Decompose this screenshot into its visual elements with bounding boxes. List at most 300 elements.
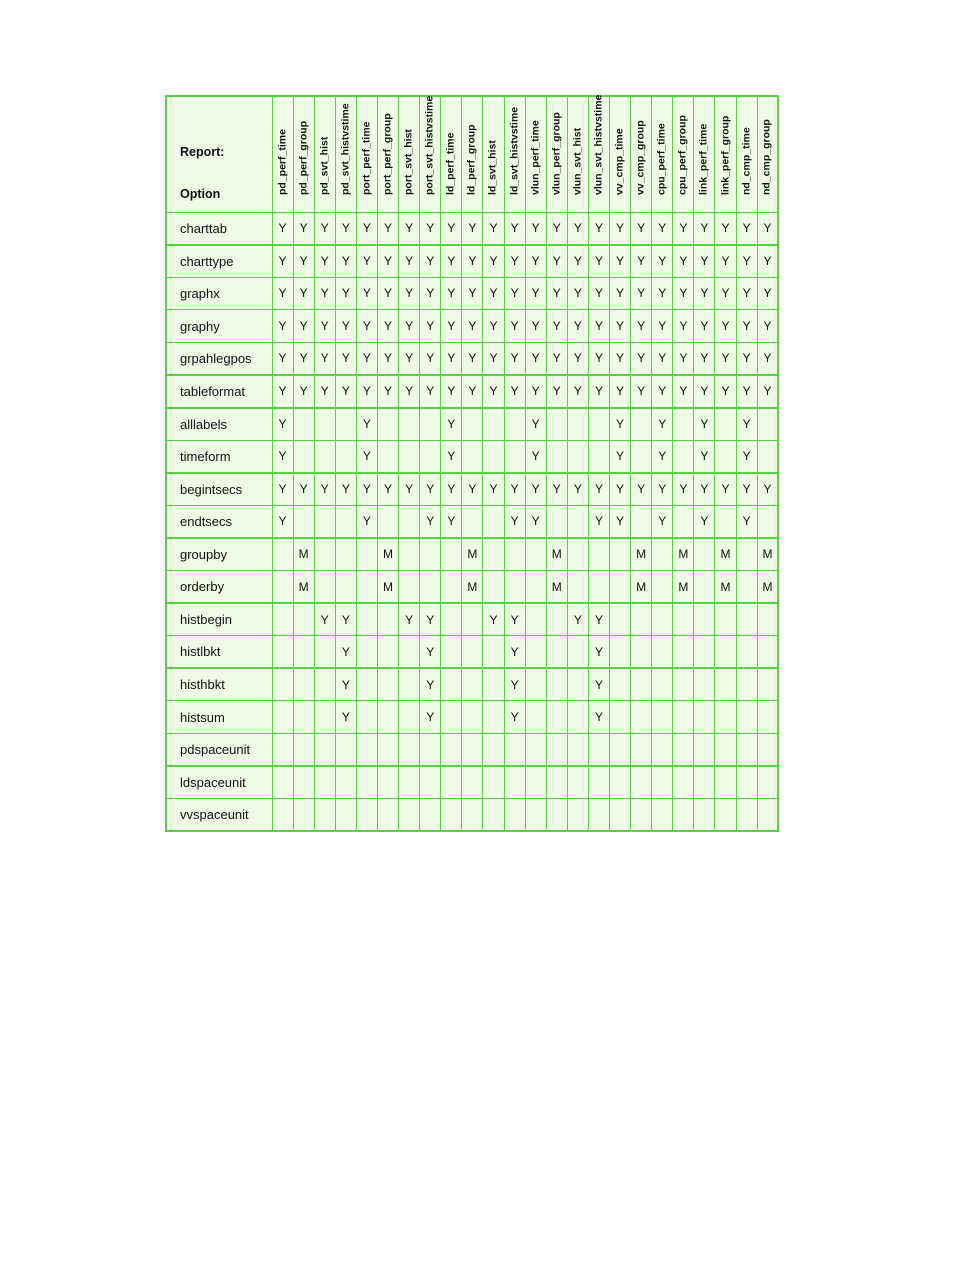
table-cell: Y xyxy=(504,212,525,245)
table-cell xyxy=(757,408,778,441)
table-cell: M xyxy=(377,571,398,604)
table-cell xyxy=(694,538,715,571)
table-cell: Y xyxy=(314,603,335,636)
table-cell: Y xyxy=(525,342,546,375)
table-cell xyxy=(504,571,525,604)
column-header xyxy=(420,96,441,212)
table-cell: Y xyxy=(441,277,462,310)
table-cell xyxy=(377,799,398,832)
table-cell: Y xyxy=(377,342,398,375)
table-cell xyxy=(694,603,715,636)
table-cell: Y xyxy=(441,342,462,375)
table-cell: Y xyxy=(272,342,293,375)
table-cell xyxy=(314,408,335,441)
table-cell xyxy=(652,603,673,636)
table-cell xyxy=(504,440,525,473)
table-cell xyxy=(314,799,335,832)
table-cell xyxy=(293,734,314,767)
column-header xyxy=(272,96,293,212)
table-cell: Y xyxy=(631,212,652,245)
table-cell: Y xyxy=(272,440,293,473)
table-cell: Y xyxy=(694,408,715,441)
table-cell: Y xyxy=(356,310,377,343)
table-cell: Y xyxy=(441,408,462,441)
table-cell: Y xyxy=(652,375,673,408)
table-cell: Y xyxy=(441,505,462,538)
table-cell xyxy=(335,571,356,604)
table-cell: M xyxy=(462,571,483,604)
table-cell xyxy=(377,440,398,473)
table-cell xyxy=(694,799,715,832)
table-cell xyxy=(567,538,588,571)
table-cell xyxy=(483,701,504,734)
table-row xyxy=(166,734,778,767)
table-cell: M xyxy=(293,571,314,604)
table-cell xyxy=(483,799,504,832)
table-cell: Y xyxy=(588,375,609,408)
table-cell: Y xyxy=(757,473,778,506)
table-cell xyxy=(462,440,483,473)
table-cell: Y xyxy=(462,212,483,245)
table-cell: M xyxy=(462,538,483,571)
option-name: vvspaceunit xyxy=(166,799,272,832)
table-cell xyxy=(314,505,335,538)
table-cell: Y xyxy=(631,277,652,310)
table-cell xyxy=(588,440,609,473)
table-cell xyxy=(441,799,462,832)
table-cell: Y xyxy=(377,212,398,245)
table-cell: Y xyxy=(652,245,673,278)
table-cell xyxy=(610,603,631,636)
table-cell: Y xyxy=(694,440,715,473)
table-cell xyxy=(525,799,546,832)
table-cell xyxy=(420,440,441,473)
table-cell xyxy=(652,668,673,701)
table-cell: Y xyxy=(588,505,609,538)
table-cell: Y xyxy=(546,310,567,343)
table-cell xyxy=(525,571,546,604)
table-cell xyxy=(356,734,377,767)
table-cell: Y xyxy=(736,375,757,408)
option-name: graphy xyxy=(166,310,272,343)
table-cell xyxy=(546,603,567,636)
table-cell: Y xyxy=(293,473,314,506)
table-cell xyxy=(399,636,420,669)
table-cell xyxy=(715,603,736,636)
option-name: graphx xyxy=(166,277,272,310)
table-cell: Y xyxy=(377,375,398,408)
column-header xyxy=(462,96,483,212)
table-cell: Y xyxy=(694,342,715,375)
table-cell xyxy=(546,799,567,832)
table-cell xyxy=(546,440,567,473)
table-cell xyxy=(377,408,398,441)
table-cell: Y xyxy=(567,603,588,636)
table-cell: Y xyxy=(757,277,778,310)
table-cell: Y xyxy=(652,310,673,343)
table-cell xyxy=(293,701,314,734)
table-cell xyxy=(314,440,335,473)
table-cell xyxy=(631,799,652,832)
table-cell: Y xyxy=(377,277,398,310)
table-cell xyxy=(483,440,504,473)
table-cell: Y xyxy=(420,701,441,734)
column-header xyxy=(610,96,631,212)
table-cell xyxy=(652,799,673,832)
table-cell: Y xyxy=(610,310,631,343)
table-cell: Y xyxy=(399,245,420,278)
table-cell xyxy=(610,538,631,571)
table-cell: Y xyxy=(546,212,567,245)
table-cell: Y xyxy=(610,245,631,278)
table-cell: M xyxy=(757,571,778,604)
table-cell xyxy=(314,766,335,799)
table-cell: Y xyxy=(588,636,609,669)
table-cell xyxy=(631,766,652,799)
table-cell: Y xyxy=(356,245,377,278)
table-cell xyxy=(567,734,588,767)
table-cell: Y xyxy=(525,310,546,343)
table-cell: Y xyxy=(652,277,673,310)
table-cell xyxy=(610,734,631,767)
table-cell xyxy=(335,799,356,832)
column-header-label: link_perf_time xyxy=(697,123,710,195)
table-cell xyxy=(335,766,356,799)
table-row xyxy=(166,766,778,799)
table-cell xyxy=(631,440,652,473)
table-cell: Y xyxy=(652,212,673,245)
table-cell xyxy=(314,571,335,604)
table-cell xyxy=(272,668,293,701)
table-row xyxy=(166,799,778,832)
table-cell: Y xyxy=(525,277,546,310)
table-cell: Y xyxy=(504,310,525,343)
table-cell: Y xyxy=(525,375,546,408)
table-cell: Y xyxy=(631,473,652,506)
table-row xyxy=(166,636,778,669)
table-cell: Y xyxy=(483,277,504,310)
table-cell: Y xyxy=(525,212,546,245)
column-header-label: vv_cmp_group xyxy=(634,119,647,195)
table-cell: Y xyxy=(546,342,567,375)
table-cell: Y xyxy=(504,636,525,669)
table-cell: Y xyxy=(420,473,441,506)
table-cell: Y xyxy=(525,473,546,506)
table-cell xyxy=(272,538,293,571)
table-cell: Y xyxy=(567,277,588,310)
table-cell xyxy=(736,799,757,832)
table-cell xyxy=(399,701,420,734)
column-header-label: ld_svt_hist xyxy=(486,139,499,195)
table-cell xyxy=(356,636,377,669)
table-cell: M xyxy=(631,538,652,571)
table-cell xyxy=(567,636,588,669)
table-cell xyxy=(525,766,546,799)
table-cell xyxy=(356,668,377,701)
table-cell xyxy=(736,538,757,571)
table-cell: Y xyxy=(399,375,420,408)
table-cell: Y xyxy=(335,245,356,278)
column-header xyxy=(631,96,652,212)
table-cell xyxy=(293,440,314,473)
table-cell: Y xyxy=(631,245,652,278)
report-label: Report: xyxy=(180,145,225,159)
column-header-label: ld_perf_group xyxy=(465,123,478,195)
table-cell xyxy=(504,408,525,441)
column-header xyxy=(441,96,462,212)
table-cell: Y xyxy=(715,245,736,278)
table-cell xyxy=(673,603,694,636)
table-cell xyxy=(441,571,462,604)
table-cell xyxy=(610,668,631,701)
table-cell xyxy=(715,799,736,832)
table-cell: Y xyxy=(652,473,673,506)
table-cell: Y xyxy=(420,636,441,669)
table-cell xyxy=(715,505,736,538)
column-header xyxy=(293,96,314,212)
table-cell xyxy=(567,408,588,441)
table-cell: Y xyxy=(314,473,335,506)
table-cell xyxy=(293,636,314,669)
table-cell: Y xyxy=(272,245,293,278)
table-cell: Y xyxy=(356,212,377,245)
table-cell xyxy=(715,701,736,734)
table-cell: Y xyxy=(525,245,546,278)
table-cell xyxy=(736,734,757,767)
table-cell xyxy=(504,734,525,767)
column-header-label: pd_svt_hist xyxy=(318,136,331,195)
table-cell: Y xyxy=(736,310,757,343)
table-cell xyxy=(673,701,694,734)
table-cell: Y xyxy=(356,505,377,538)
table-cell: Y xyxy=(441,473,462,506)
column-header xyxy=(673,96,694,212)
table-cell xyxy=(546,636,567,669)
table-cell: Y xyxy=(272,375,293,408)
table-cell: Y xyxy=(356,277,377,310)
table-cell xyxy=(588,538,609,571)
table-cell: Y xyxy=(441,212,462,245)
table-cell: Y xyxy=(377,473,398,506)
table-cell: Y xyxy=(293,277,314,310)
table-cell: Y xyxy=(504,342,525,375)
table-cell: Y xyxy=(504,668,525,701)
table-cell xyxy=(567,440,588,473)
table-cell: Y xyxy=(462,245,483,278)
table-cell: Y xyxy=(652,342,673,375)
table-cell xyxy=(293,766,314,799)
option-name: charttab xyxy=(166,212,272,245)
table-cell: Y xyxy=(399,212,420,245)
table-row xyxy=(166,505,778,538)
column-header xyxy=(335,96,356,212)
table-cell: Y xyxy=(441,440,462,473)
table-cell: Y xyxy=(462,375,483,408)
table-cell xyxy=(715,668,736,701)
table-row xyxy=(166,571,778,604)
corner-header xyxy=(166,96,272,212)
table-cell: Y xyxy=(757,310,778,343)
table-cell: Y xyxy=(335,212,356,245)
table-cell: Y xyxy=(272,505,293,538)
table-cell xyxy=(694,734,715,767)
table-cell xyxy=(314,734,335,767)
table-cell xyxy=(462,505,483,538)
table-cell: M xyxy=(673,538,694,571)
table-cell: Y xyxy=(483,375,504,408)
table-cell xyxy=(293,603,314,636)
table-cell xyxy=(567,571,588,604)
table-cell xyxy=(399,766,420,799)
table-cell xyxy=(314,701,335,734)
table-cell xyxy=(377,636,398,669)
table-cell: Y xyxy=(420,212,441,245)
table-cell xyxy=(314,668,335,701)
table-cell: Y xyxy=(504,375,525,408)
table-cell: Y xyxy=(420,375,441,408)
table-cell xyxy=(420,571,441,604)
column-header-label: port_svt_histvstime xyxy=(423,95,436,195)
column-header xyxy=(377,96,398,212)
table-cell xyxy=(272,799,293,832)
table-cell xyxy=(462,766,483,799)
table-cell: Y xyxy=(314,245,335,278)
table-cell xyxy=(673,668,694,701)
table-cell: Y xyxy=(420,245,441,278)
table-cell xyxy=(588,734,609,767)
table-cell xyxy=(462,734,483,767)
table-cell xyxy=(757,799,778,832)
table-cell: Y xyxy=(462,473,483,506)
table-cell: Y xyxy=(673,310,694,343)
table-cell xyxy=(588,799,609,832)
table-cell xyxy=(483,766,504,799)
table-cell: Y xyxy=(546,375,567,408)
table-cell xyxy=(525,603,546,636)
table-cell: Y xyxy=(715,310,736,343)
table-cell xyxy=(610,701,631,734)
column-header-label: port_perf_group xyxy=(381,112,394,195)
option-name: histlbkt xyxy=(166,636,272,669)
table-cell xyxy=(420,538,441,571)
option-name: tableformat xyxy=(166,375,272,408)
table-row xyxy=(166,310,778,343)
table-cell: Y xyxy=(694,310,715,343)
table-cell: Y xyxy=(293,342,314,375)
table-cell xyxy=(631,734,652,767)
table-cell: Y xyxy=(504,473,525,506)
table-cell xyxy=(504,538,525,571)
table-cell xyxy=(314,538,335,571)
option-label: Option xyxy=(180,187,221,201)
table-cell: Y xyxy=(525,505,546,538)
table-row xyxy=(166,375,778,408)
table-cell: Y xyxy=(483,212,504,245)
table-row xyxy=(166,277,778,310)
table-cell: Y xyxy=(757,245,778,278)
table-cell xyxy=(631,636,652,669)
table-cell xyxy=(673,734,694,767)
table-cell: Y xyxy=(335,701,356,734)
table-cell: Y xyxy=(504,603,525,636)
table-cell: Y xyxy=(272,277,293,310)
table-row xyxy=(166,245,778,278)
table-cell: Y xyxy=(293,375,314,408)
table-cell xyxy=(399,734,420,767)
table-cell xyxy=(546,766,567,799)
table-cell: Y xyxy=(715,342,736,375)
table-cell: Y xyxy=(652,408,673,441)
option-name: orderby xyxy=(166,571,272,604)
table-cell: Y xyxy=(736,408,757,441)
column-header-label: vlun_perf_time xyxy=(529,119,542,195)
table-cell xyxy=(272,766,293,799)
table-cell: Y xyxy=(399,603,420,636)
table-row xyxy=(166,473,778,506)
table-cell: Y xyxy=(314,277,335,310)
table-cell: Y xyxy=(314,212,335,245)
table-cell xyxy=(736,571,757,604)
table-cell xyxy=(399,571,420,604)
table-cell: Y xyxy=(736,277,757,310)
table-cell: Y xyxy=(694,505,715,538)
table-cell: Y xyxy=(588,473,609,506)
table-cell xyxy=(631,408,652,441)
table-cell: Y xyxy=(483,310,504,343)
header-row xyxy=(166,96,778,212)
column-header-label: nd_cmp_time xyxy=(740,126,753,195)
table-cell xyxy=(757,766,778,799)
table-cell xyxy=(441,603,462,636)
table-cell xyxy=(462,603,483,636)
table-cell: Y xyxy=(525,408,546,441)
table-cell xyxy=(272,734,293,767)
column-header xyxy=(715,96,736,212)
table-cell xyxy=(694,571,715,604)
table-cell: Y xyxy=(673,473,694,506)
table-cell: Y xyxy=(673,212,694,245)
table-cell: Y xyxy=(462,342,483,375)
column-header xyxy=(652,96,673,212)
table-cell xyxy=(588,571,609,604)
table-cell: Y xyxy=(588,342,609,375)
table-cell xyxy=(483,505,504,538)
table-cell xyxy=(441,636,462,669)
table-cell xyxy=(736,636,757,669)
table-cell xyxy=(715,440,736,473)
table-cell: Y xyxy=(588,701,609,734)
table-cell: Y xyxy=(335,636,356,669)
option-name: grpahlegpos xyxy=(166,342,272,375)
table-cell xyxy=(356,538,377,571)
table-cell xyxy=(652,734,673,767)
table-cell xyxy=(272,603,293,636)
table-cell xyxy=(377,766,398,799)
table-cell: Y xyxy=(588,277,609,310)
table-row xyxy=(166,668,778,701)
table-cell xyxy=(272,701,293,734)
table-cell: Y xyxy=(335,277,356,310)
table-cell: Y xyxy=(588,212,609,245)
table-cell xyxy=(567,799,588,832)
table-cell: Y xyxy=(567,473,588,506)
table-cell: M xyxy=(715,538,736,571)
table-cell: Y xyxy=(335,342,356,375)
table-cell xyxy=(377,505,398,538)
table-cell xyxy=(736,668,757,701)
table-cell: Y xyxy=(504,245,525,278)
table-cell: Y xyxy=(314,375,335,408)
